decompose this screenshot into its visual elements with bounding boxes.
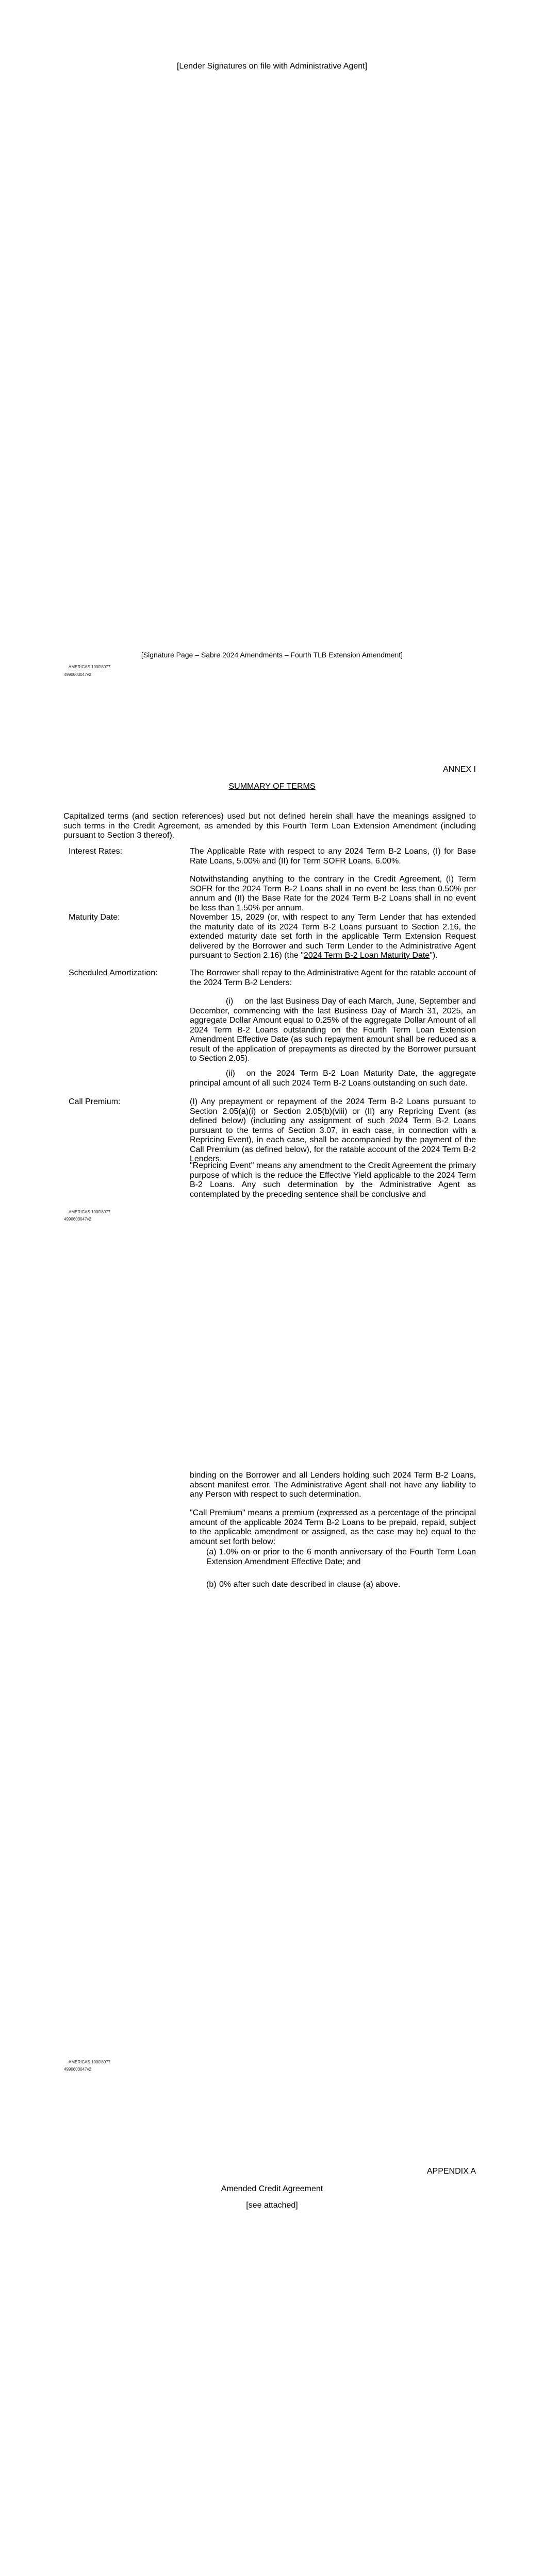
- clause-a-text: 1.0% on or prior to the 6 month anniversary of the Fourth Term Loan Extension Amendment Effective Date; and: [206, 1548, 476, 1566]
- clause-ii-text: on the 2024 Term B-2 Loan Maturity Date, the aggregate principal amount of all such 2024 Term B-2 Loans outstanding on such date.: [190, 1069, 476, 1088]
- clause-i-number: (i): [226, 997, 234, 1006]
- intro-paragraph: Capitalized terms (and section references) used but not defined herein shall have the meanings assigned to such terms in the Credit Agreement, as amended by this Fourth Term Loan Extension Amendment (including pursuant to Section 3 thereof).: [63, 812, 476, 840]
- footer-doc-id: AMERICAS 1000'8077: [69, 1210, 111, 1214]
- amortization-clause-ii: [190, 1069, 476, 1088]
- amortization-clause-i: [190, 997, 476, 1064]
- signature-page: [0, 0, 544, 690]
- repricing-event-definition: "Repricing Event" means any amendment to the Credit Agreement the primary purpose of which is the reduce the Effective Yield applicable to the 2024 Term B-2 Loans. Any such determination by the Administrative Agent as contemplated by the preceding sentence shall be conclusive and: [190, 1161, 476, 1199]
- clause-b-text: 0% after such date described in clause (a) above.: [219, 1580, 401, 1589]
- interest-rates-p1: The Applicable Rate with respect to any 2024 Term B-2 Loans, (I) for Base Rate Loans, 5.00% and (II) for Term SOFR Loans, 6.00%.: [190, 847, 476, 866]
- amortization-label: Scheduled Amortization:: [69, 969, 158, 977]
- amortization-intro: The Borrower shall repay to the Administrative Agent for the ratable account of the 2024 Term B-2 Lenders:: [190, 969, 476, 987]
- interest-rates-p2: Notwithstanding anything to the contrary in the Credit Agreement, (I) Term SOFR for the 2024 Term B-2 Loans shall in no event be less than 0.50% per annum and (II) the Base Rate for the 2024 Term B-2 Loans shall in no event be less than 1.50% per annum.: [190, 875, 476, 912]
- repricing-continuation: binding on the Borrower and all Lenders holding such 2024 Term B-2 Loans, absent manifest error. The Administrative Agent shall not have any liability to any Person with respect to such determination.: [190, 1471, 476, 1499]
- maturity-label: Maturity Date:: [69, 913, 120, 922]
- annex-continuation-page: [0, 1391, 544, 2092]
- annex-page: [0, 690, 544, 1391]
- lender-signatures-note: [Lender Signatures on file with Administrative Agent]: [176, 62, 368, 71]
- clause-ii-number: (ii): [226, 1069, 235, 1078]
- maturity-body: November 15, 2029 (or, with respect to any Term Lender that has extended the maturity date of its 2024 Term B-2 Loans pursuant to Section 2.16, the extended maturity date set forth in the applicable Term Extension Request delivered by the Borrower and such Term Lender to the Administrative Agent pursuant to Section 2.16) (the ": [190, 913, 476, 960]
- call-premium-label: Call Premium:: [69, 1097, 121, 1106]
- call-premium-p1: (I) Any prepayment or repayment of the 2024 Term B-2 Loans pursuant to Section 2.05(a)(i) or Section 2.05(b)(viii) or (II) any Repricing Event (as defined below) (including any assignment of such 2024 Term B-2 Loans pursuant to the terms of Section 3.07, in each case, in connection with a Repricing Event), in each case, shall be accompanied by the payment of the Call Premium (as defined below), for the ratable account of the 2024 Term B-2 Lenders.: [190, 1097, 476, 1163]
- footer-doc-code: 4990603047v2: [64, 2067, 91, 2072]
- maturity-defined-term: 2024 Term B-2 Loan Maturity Date: [303, 951, 430, 960]
- interest-rates-label: Interest Rates:: [69, 847, 123, 856]
- maturity-end: ").: [430, 951, 438, 960]
- annex-label: ANNEX I: [442, 765, 476, 774]
- clause-i-text: on the last Business Day of each March, June, September and December, commencing with the last Business Day of March 31, 2025, an aggregate Dollar Amount equal to 0.25% of the aggregate Dollar Amount of all 2024 Term B-2 Loans outstanding on the Fourth Term Loan Extension Amendment Effective Date (as such repayment amount shall be reduced as a result of the application of prepayments as directed by the Borrower pursuant to Section 2.05).: [190, 997, 476, 1063]
- summary-title: SUMMARY OF TERMS: [228, 782, 316, 791]
- clause-a-number: (a): [206, 1548, 217, 1556]
- footer-doc-id: AMERICAS 1000'8077: [69, 2060, 111, 2064]
- appendix-label: APPENDIX A: [426, 2167, 476, 2176]
- maturity-text: [190, 913, 476, 961]
- call-premium-definition: "Call Premium" means a premium (expressed as a percentage of the principal amount of the applicable 2024 Term B-2 Loans to be prepaid, repaid, subject to the applicable amendment or assigned, as the case may be) equal to the amount set forth below:: [190, 1509, 476, 1546]
- footer-doc-id: AMERICAS 1000'8077: [69, 665, 111, 669]
- footer-doc-code: 4990603047v2: [64, 1217, 91, 1222]
- appendix-page: [0, 2092, 544, 2576]
- signature-page-caption: [Signature Page – Sabre 2024 Amendments – Fourth TLB Extension Amendment]: [141, 651, 403, 659]
- clause-a: [206, 1548, 476, 1567]
- footer-doc-code: 4990603047v2: [64, 672, 91, 677]
- appendix-title: Amended Credit Agreement: [221, 2184, 323, 2193]
- clause-b: [206, 1580, 476, 1590]
- appendix-subtitle: [see attached]: [246, 2201, 298, 2210]
- clause-b-number: (b): [206, 1580, 217, 1589]
